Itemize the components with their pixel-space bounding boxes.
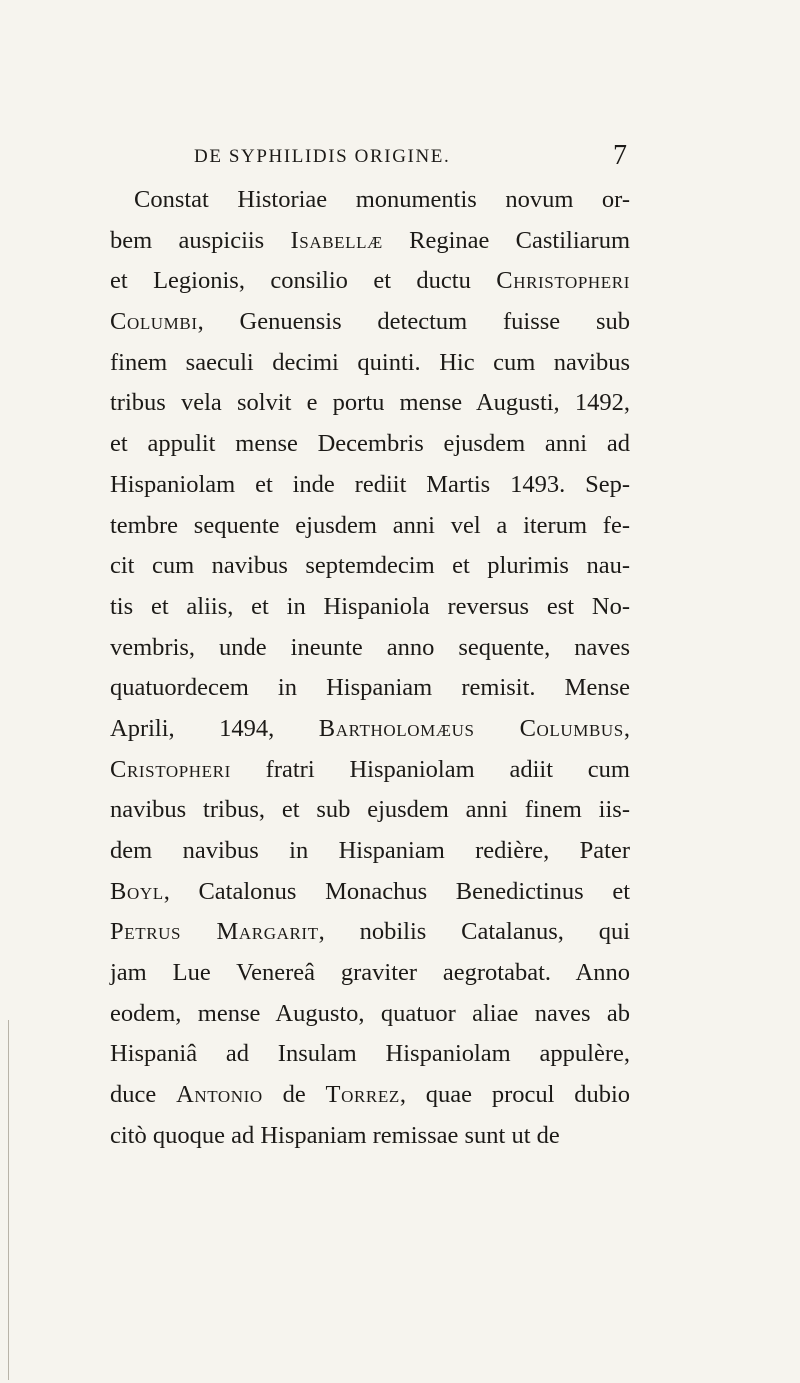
proper-name: Bartholomæus Columbus <box>318 714 624 742</box>
text-line: tribus vela solvit e portu mense Augusti, 1492, <box>110 389 630 417</box>
text-line: Hispaniâ ad Insulam Hispaniolam appulère, <box>110 1040 630 1068</box>
text-line: tis et aliis, et in Hispaniola reversus est No- <box>110 592 630 620</box>
proper-name: Torrez <box>325 1081 400 1109</box>
text-line: et appulit mense Decembris ejusdem anni ad <box>110 430 630 458</box>
page-number: 7 <box>613 140 627 171</box>
proper-name: Isabellæ <box>290 226 383 254</box>
text-line: Boyl, Catalonus Monachus Benedictinus et <box>110 877 630 905</box>
proper-name: Christopheri <box>496 267 630 295</box>
proper-name: Antonio <box>176 1081 263 1109</box>
text-line: eodem, mense Augusto, quatuor aliae naves ab <box>110 999 630 1027</box>
proper-name: Columbi <box>110 308 198 336</box>
text-line: cit cum navibus septemdecim et plurimis nau- <box>110 552 630 580</box>
text-line: Constat Historiae monumentis novum or- <box>134 186 630 213</box>
text-line: navibus tribus, et sub ejusdem anni finem iis- <box>110 796 630 824</box>
text-line: dem navibus in Hispaniam redière, Pater <box>110 837 630 864</box>
body-text <box>110 180 630 1157</box>
running-title: DE SYPHILIDIS ORIGINE. <box>194 146 451 167</box>
text-line: Hispaniolam et inde rediit Martis 1493. Sep- <box>110 470 630 498</box>
proper-name: Boyl <box>110 877 164 905</box>
text-line: Cristopheri fratri Hispaniolam adiit cum <box>110 755 630 783</box>
text-line: jam Lue Venereâ graviter aegrotabat. Anno <box>110 959 630 987</box>
text-line: Petrus Margarit, nobilis Catalanus, qui <box>110 918 630 946</box>
text-line: finem saeculi decimi quinti. Hic cum navibus <box>110 348 630 376</box>
text-line: vembris, unde ineunte anno sequente, naves <box>110 633 630 661</box>
text-line: et Legionis, consilio et ductu Christopheri <box>110 267 630 295</box>
proper-name: Cristopheri <box>110 755 231 783</box>
text-line: duce Antonio de Torrez, quae procul dubio <box>110 1081 631 1109</box>
page-edge-line <box>8 1020 9 1380</box>
running-head <box>107 140 627 176</box>
text-line: Aprili, 1494, Bartholomæus Columbus, <box>110 714 630 742</box>
text-line: bem auspiciis Isabellæ Reginae Castiliarum <box>110 226 631 254</box>
proper-name: Petrus Margarit <box>110 918 319 946</box>
text-line: tembre sequente ejusdem anni vel a iterum fe- <box>110 511 630 539</box>
text-line: citò quoque ad Hispaniam remissae sunt ut de <box>110 1121 560 1149</box>
text-line: Columbi, Genuensis detectum fuisse sub <box>110 308 630 336</box>
text-line: quatuordecem in Hispaniam remisit. Mense <box>110 674 630 702</box>
